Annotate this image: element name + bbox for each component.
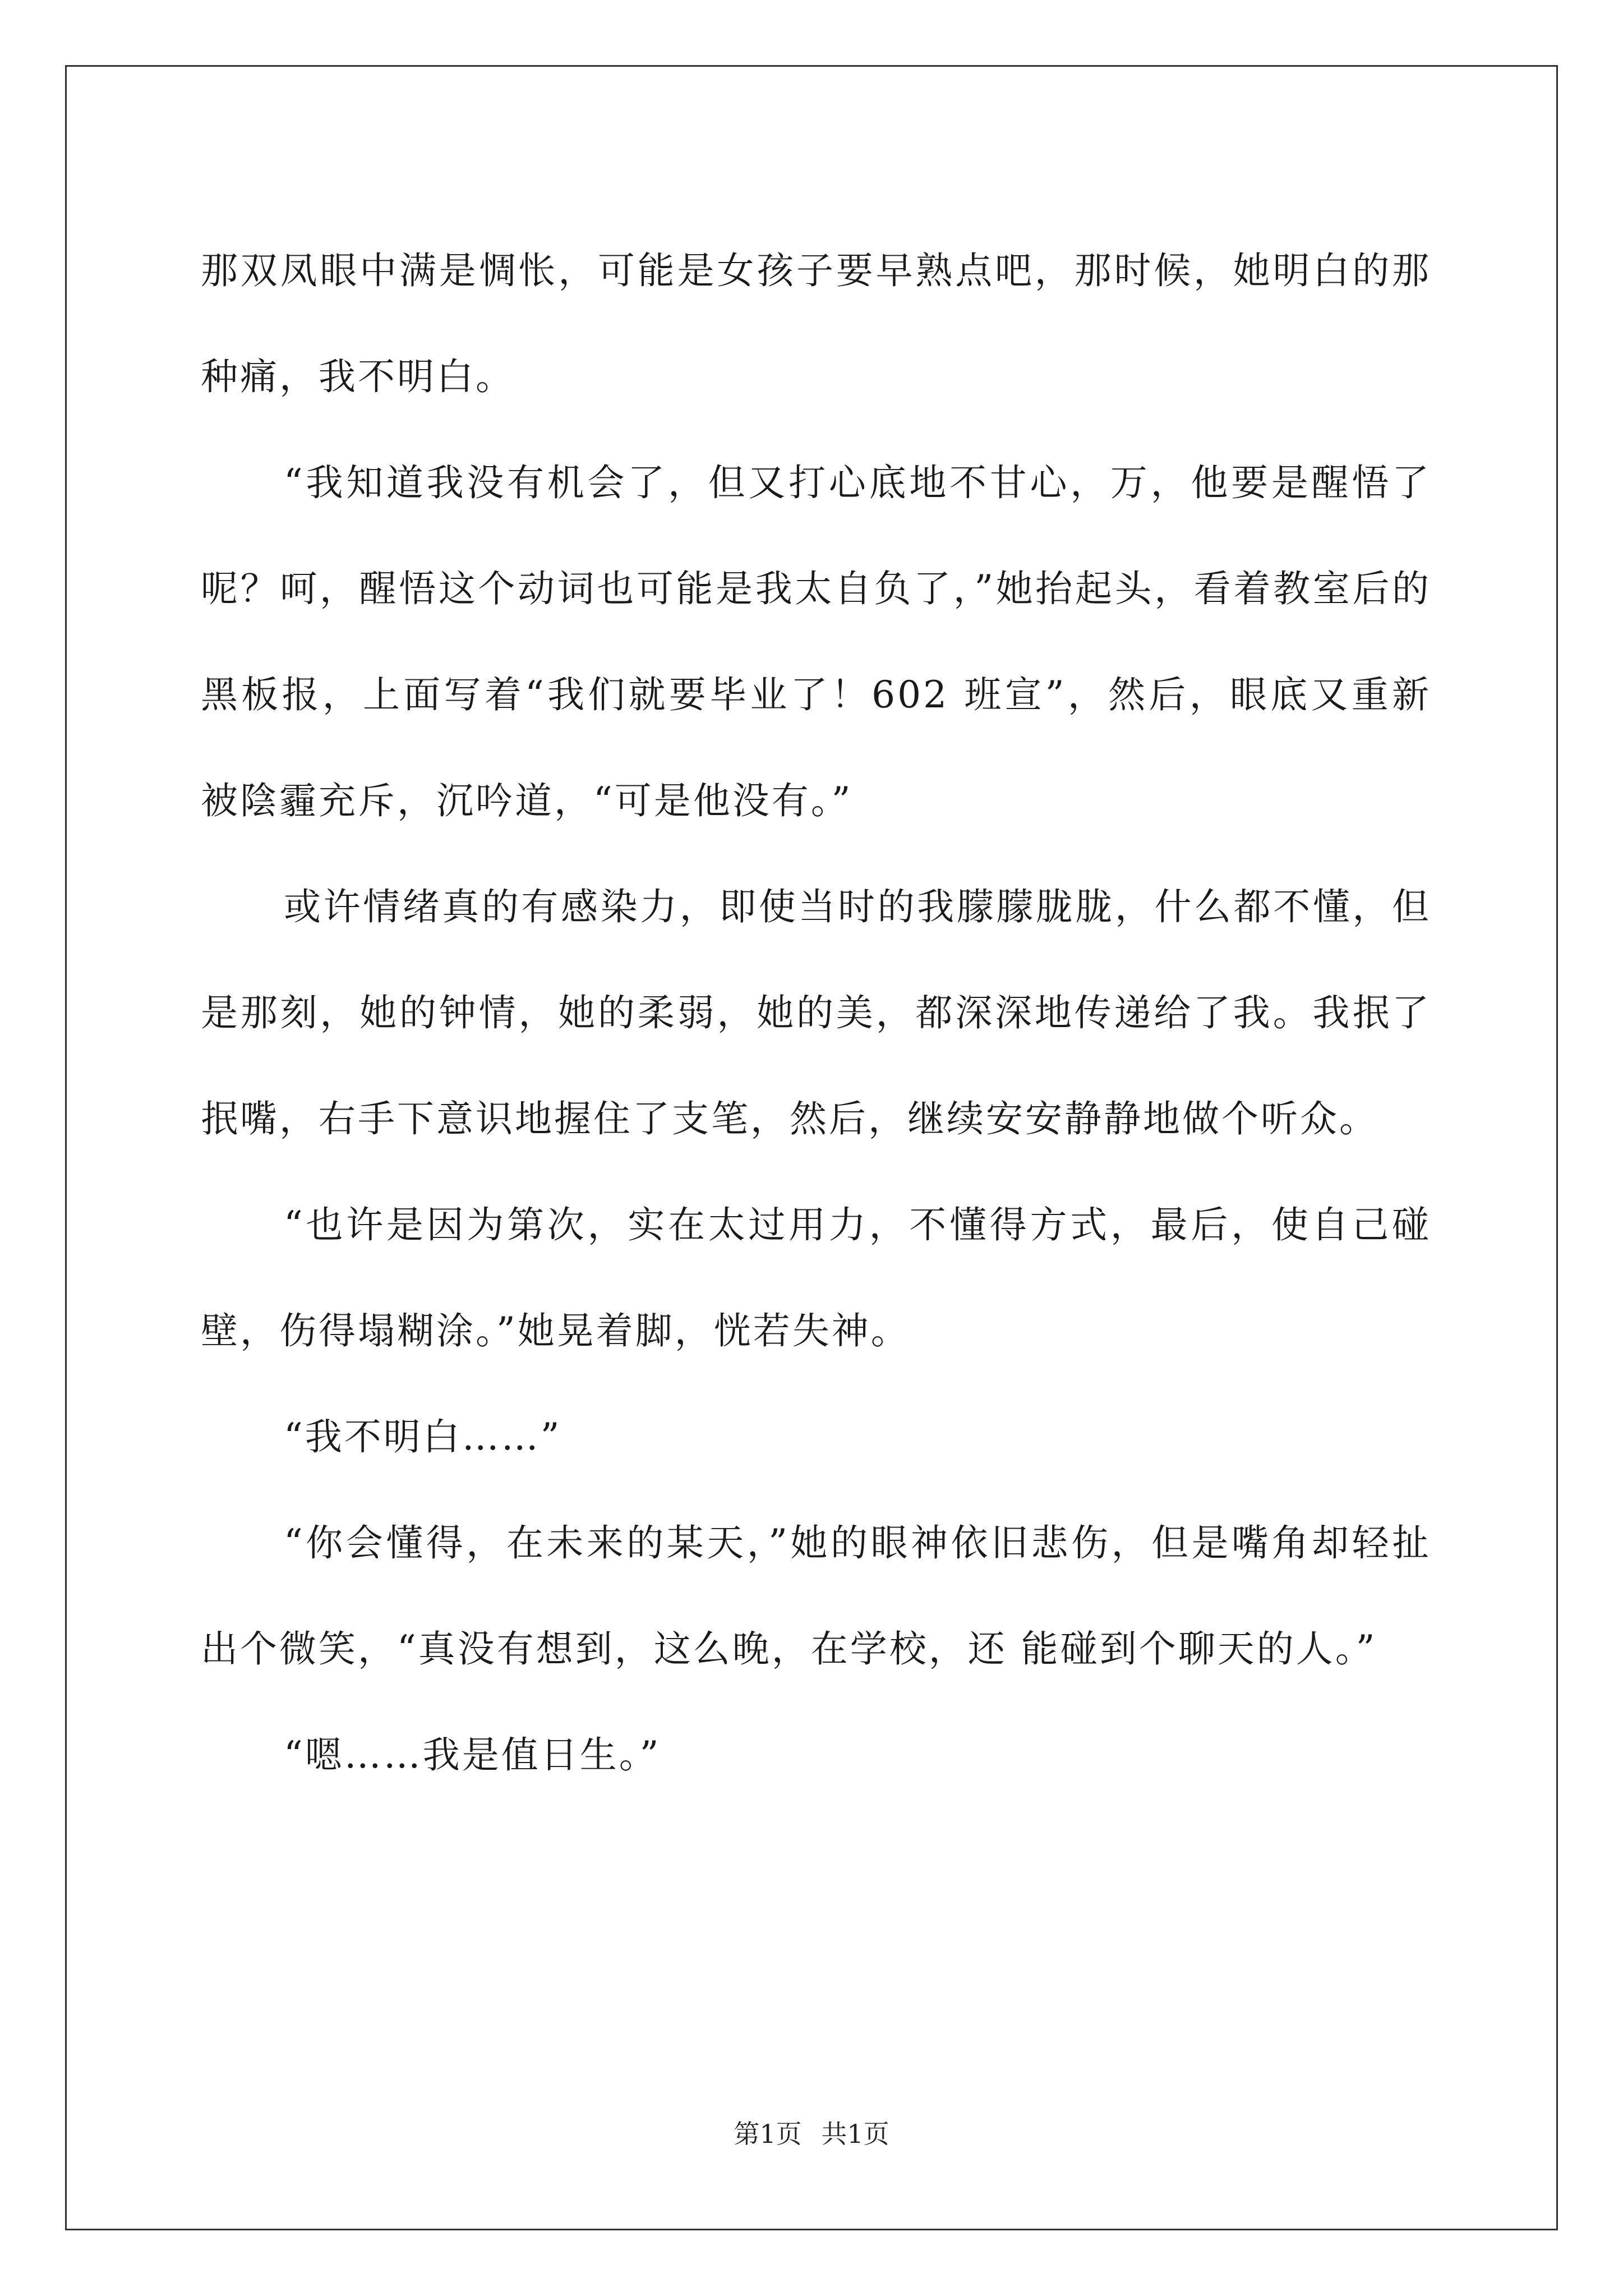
paragraph: “你会懂得，在未来的某天，”她的眼神依旧悲伤，但是嘴角却轻扯出个微笑，“真没有想到，这么晚，在学校，还 能碰到个聊天的人。” bbox=[201, 1521, 1431, 1671]
paragraph: “也许是因为第次，实在太过用力，不懂得方式，最后，使自己碰壁，伤得塌糊涂。”她晃着脚，恍若失神。 bbox=[201, 1203, 1431, 1352]
paragraph: “我知道我没有机会了，但又打心底地不甘心，万，他要是醒悟了呢？呵，醒悟这个动词也可能是我太自负了，”她抬起头，看着教室后的黑板报，上面写着“我们就要毕业了！602 班宣”，然后，眼底又重新被陰霾充斥，沉吟道，“可是他没有。” bbox=[201, 461, 1431, 822]
page-total: 共1页 bbox=[821, 2119, 889, 2149]
document-body bbox=[201, 218, 1431, 1808]
paragraph: 或许情绪真的有感染力，即使当时的我朦朦胧胧，什么都不懂，但是那刻，她的钟情，她的柔弱，她的美，都深深地传递给了我。我抿了抿嘴，右手下意识地握住了支笔，然后，继续安安静静地做个听众。 bbox=[201, 885, 1431, 1140]
paragraph: 那双凤眼中满是惆怅，可能是女孩子要早熟点吧，那时候，她明白的那种痛，我不明白。 bbox=[201, 249, 1431, 398]
paragraph: “嗯……我是值日生。” bbox=[284, 1733, 661, 1777]
paragraph: “我不明白……” bbox=[284, 1415, 562, 1458]
page-footer bbox=[0, 2114, 1623, 2151]
page-number: 第1页 bbox=[734, 2119, 802, 2149]
